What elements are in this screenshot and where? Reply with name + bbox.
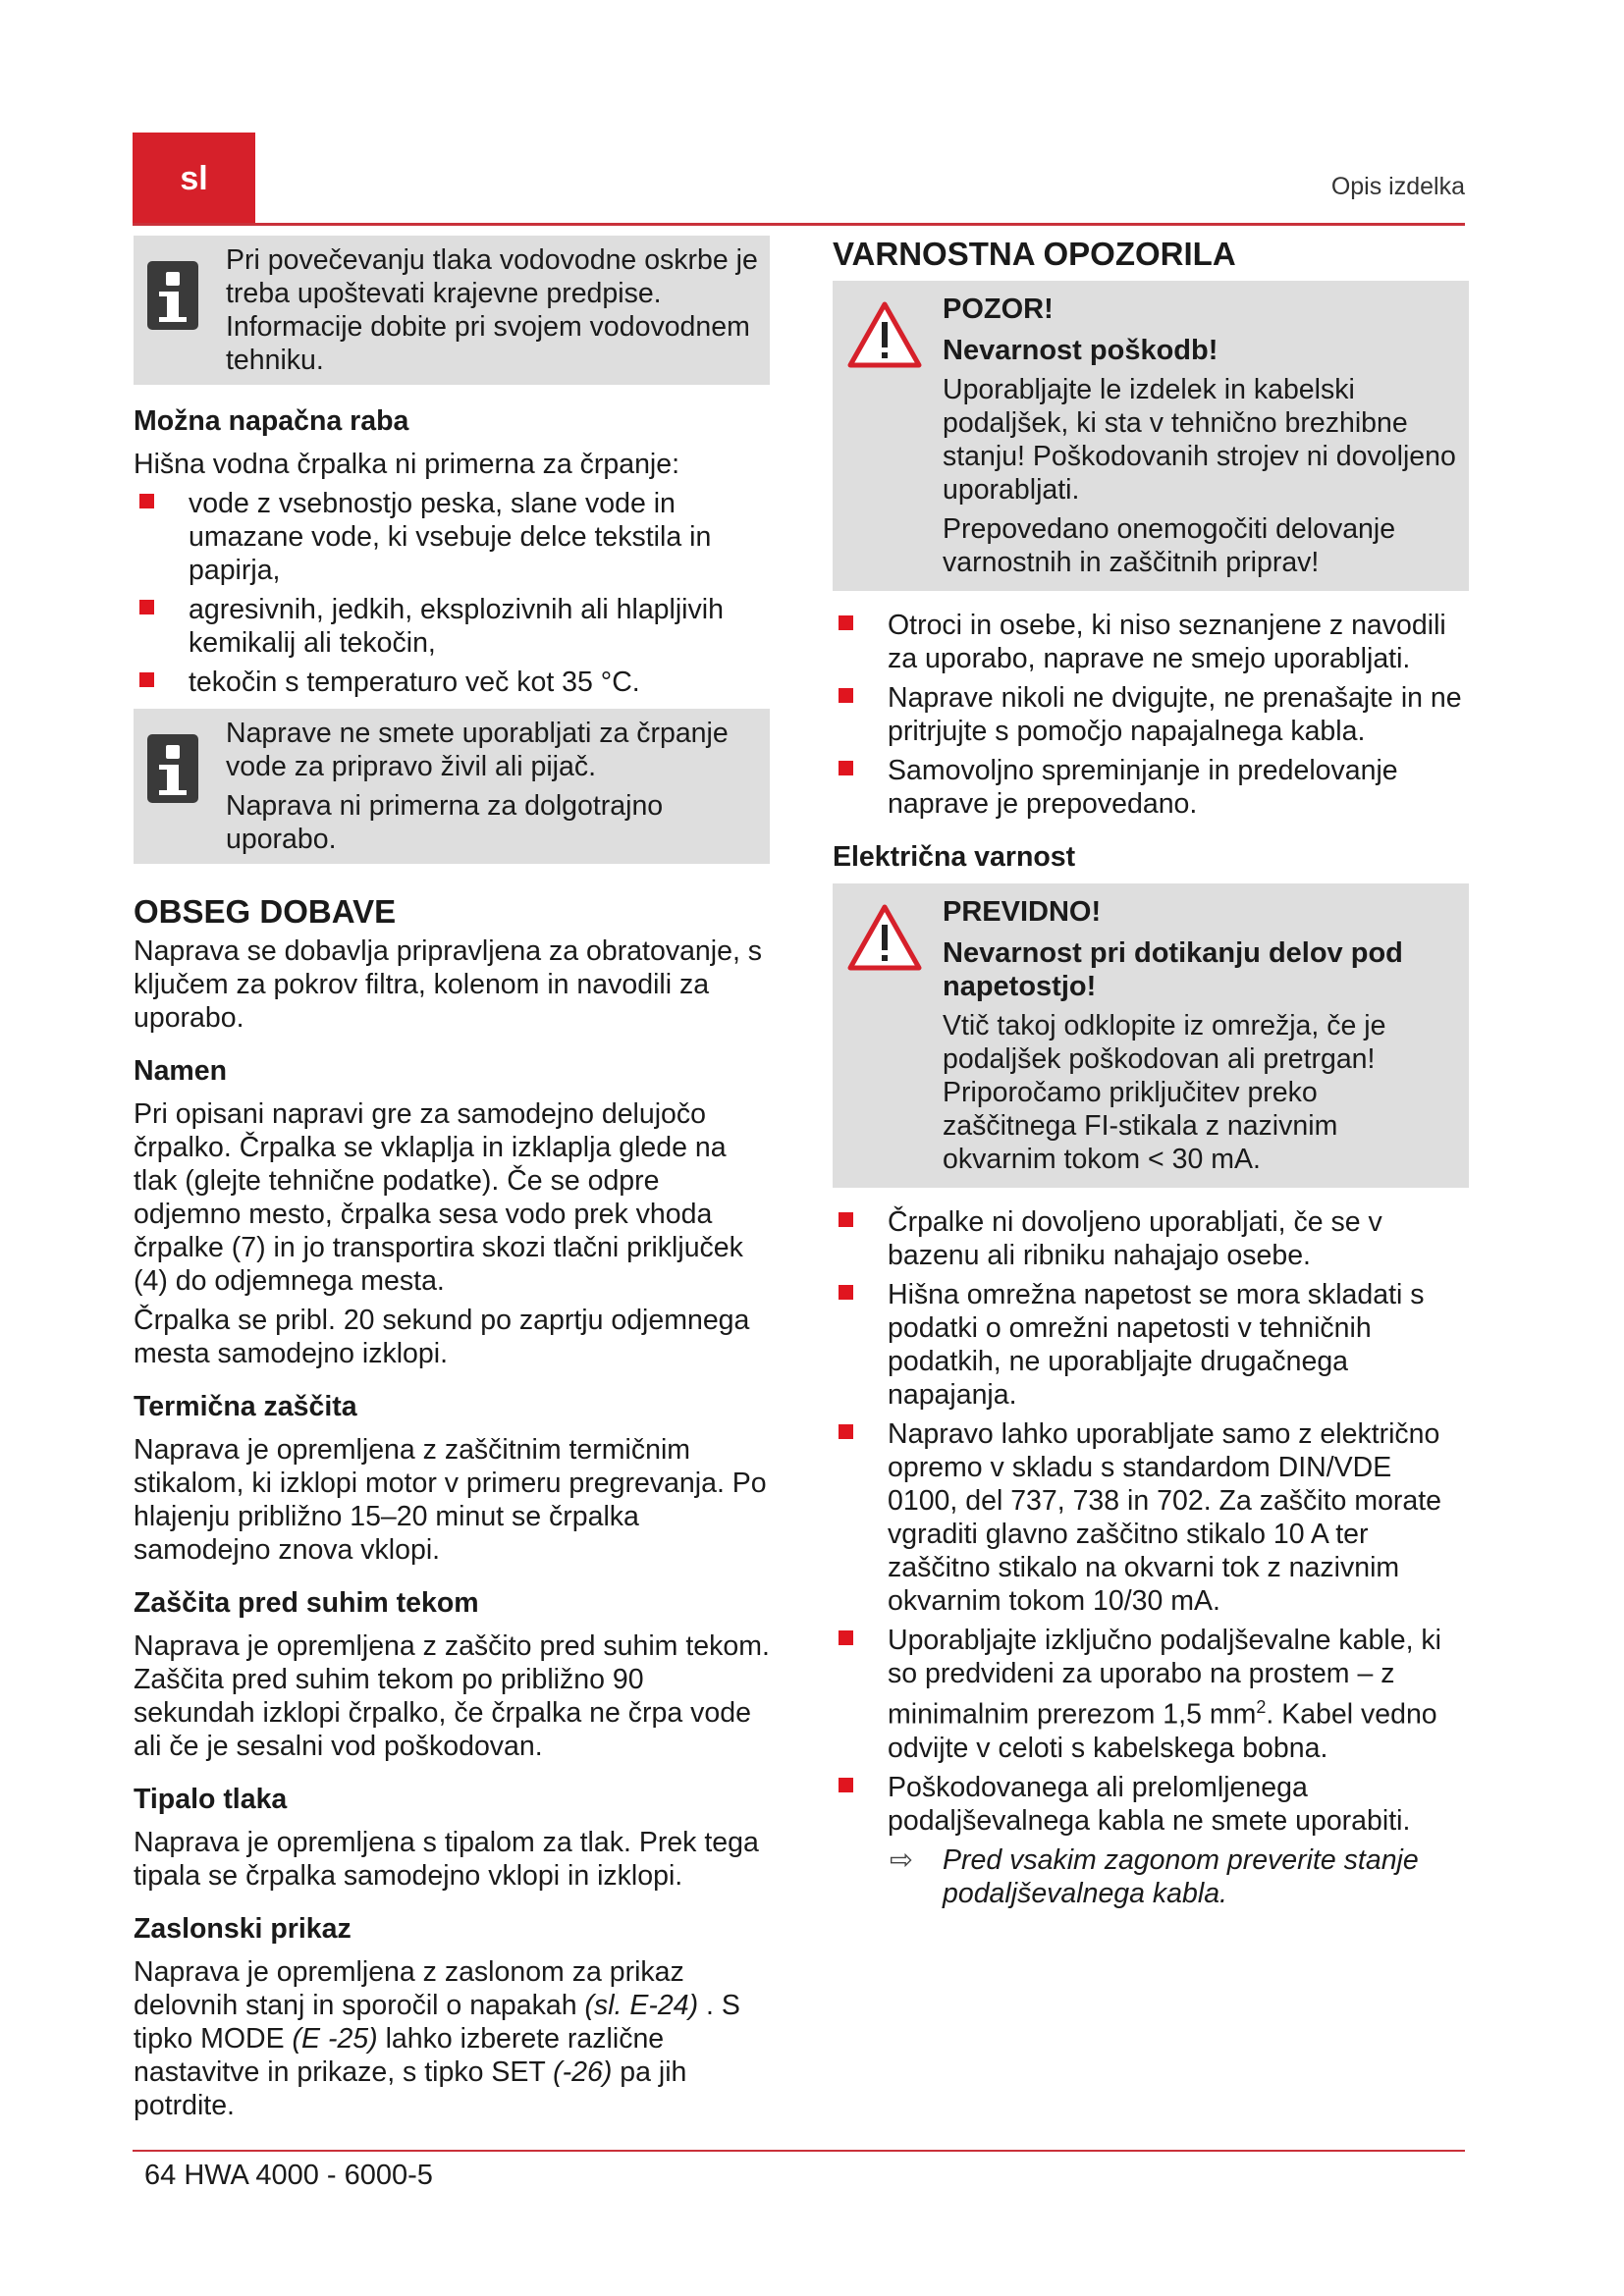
scope-text: Naprava se dobavlja pripravljena za obratovanje, s ključem za pokrov filtra, kolenom in navodili za uporabo. (134, 935, 763, 1034)
square-bullet-icon (139, 600, 154, 614)
arrow-right-icon: ⇨ (890, 1843, 913, 1876)
misuse-intro: Hišna vodna črpalka ni primerna za črpanje: (134, 449, 680, 480)
square-bullet-icon (839, 615, 853, 630)
info-box-pressure (134, 236, 770, 385)
instruction-step: ⇨ Pred vsakim zagonom preverite stanje podaljševalnega kabla. (890, 1843, 1419, 1909)
left-column (134, 236, 770, 2128)
list-item: Naprave nikoli ne dvigujte, ne prenašajte in ne pritrjujte s pomočjo napajalnega kabla. (833, 681, 1469, 748)
square-bullet-icon (839, 1778, 853, 1792)
info-text: Naprava ni primerna za dolgotrajno uporabo. (226, 790, 664, 855)
signal-word: POZOR! (943, 294, 1054, 325)
thermal-heading: Termična zaščita (134, 1391, 357, 1422)
warning-text: Vtič takoj odklopite iz omrežja, če je podaljšek poškodovan ali pretrgan! Priporočamo priključitev preko zaščitnega FI-stikala z nazivnim okvarnim tokom < 30 mA. (943, 1010, 1386, 1175)
elec-heading: Električna varnost (833, 841, 1076, 873)
list-item: Napravo lahko uporabljate samo z električno opremo v skladu s standardom DIN/VDE 0100, del 737, 738 in 702. Za zaščito morate vgraditi glavno zaščitno stikalo 10 A ter zaščitno stikalo na okvarni tok z nazivnim okvarnim tokom 10/30 mA. (833, 1417, 1469, 1618)
display-text: Naprava je opremljena z zaslonom za prikaz delovnih stanj in sporočil o napakah (sl. E-24) . S tipko MODE (E -25) lahko izberete različne nastavitve in prikaze, s tipko SET (-26) pa jih potrdite. (134, 1956, 740, 2121)
warning-text: Prepovedano onemogočiti delovanje varnostnih in zaščitnih priprav! (943, 513, 1396, 578)
list-item: vode z vsebnostjo peska, slane vode in umazane vode, ki vsebuje delce tekstila in papirja, (134, 487, 770, 587)
square-bullet-icon (839, 1424, 853, 1439)
safety-heading: VARNOSTNA OPOZORILA (833, 236, 1236, 272)
purpose-text: Pri opisani napravi gre za samodejno delujočo črpalko. Črpalka se vklaplja in izklaplja glede na tlak (glejte tehnične podatke). Če se odpre odjemno mesto, črpalka sesa vodo prek vhoda črpalke (7) in jo transportira skozi tlačni priključek (4) do odjemnega mesta. (134, 1098, 743, 1297)
header-rule (133, 223, 1465, 226)
square-bullet-icon (839, 1212, 853, 1227)
list-item: Samovoljno spreminjanje in predelovanje naprave je prepovedano. (833, 754, 1469, 821)
warning-box-voltage (833, 883, 1469, 1188)
list-item: Hišna omrežna napetost se mora skladati s podatki o omrežni napetosti v tehničnih podatkih, ne uporabljajte drugačnega napajanja. (833, 1278, 1469, 1412)
warning-box-injury (833, 281, 1469, 591)
square-bullet-icon (839, 1285, 853, 1300)
sensor-heading: Tipalo tlaka (134, 1784, 288, 1815)
square-bullet-icon (139, 494, 154, 508)
misuse-list (134, 487, 770, 699)
elec-list (833, 1205, 1469, 1838)
info-text: Pri povečevanju tlaka vodovodne oskrbe je treba upoštevati krajevne predpise. Informacije dobite pri svojem vodovodnem tehniku. (226, 244, 758, 376)
footer-rule (133, 2150, 1465, 2152)
square-bullet-icon (139, 672, 154, 687)
warning-triangle-icon (846, 903, 923, 972)
right-column (833, 236, 1469, 1910)
dryrun-text: Naprava je opremljena z zaščito pred suhim tekom. Zaščita pred suhim tekom po približno 90 sekundah izklopi črpalko, če črpalka ne črpa vode ali če je sesalni vod poškodovan. (134, 1630, 770, 1762)
purpose-text: Črpalka se pribl. 20 sekund po zaprtju odjemnega mesta samodejno izklopi. (134, 1305, 750, 1369)
page-footer: 64 HWA 4000 - 6000-5 (144, 2160, 433, 2191)
warning-text: Uporabljajte le izdelek in kabelski podaljšek, ki sta v tehnično brezhibne stanju! Poškodovanih strojev ni dovoljeno uporabljati. (943, 374, 1456, 506)
square-bullet-icon (839, 761, 853, 775)
list-item: Otroci in osebe, ki niso seznanjene z navodili za uporabo, naprave ne smejo uporabljati. (833, 609, 1469, 675)
square-bullet-icon (839, 1630, 853, 1645)
display-heading: Zaslonski prikaz (134, 1913, 352, 1945)
hazard-title: Nevarnost poškodb! (943, 335, 1218, 366)
info-text: Naprave ne smete uporabljati za črpanje vode za pripravo živil ali pijač. (226, 718, 729, 782)
list-item: Poškodovanega ali prelomljenega podaljševalnega kabla ne smete uporabiti. (833, 1771, 1469, 1838)
list-item: Črpalke ni dovoljeno uporabljati, če se v bazenu ali ribniku nahajajo osebe. (833, 1205, 1469, 1272)
thermal-text: Naprava je opremljena z zaščitnim termičnim stikalom, ki izklopi motor v primeru pregrevanja. Po hlajenju približno 15–20 minut se črpalka samodejno znova vklopi. (134, 1434, 767, 1566)
safety-list (833, 609, 1469, 821)
purpose-heading: Namen (134, 1055, 228, 1087)
info-box-food (134, 709, 770, 864)
sensor-text: Naprava je opremljena s tipalom za tlak. Prek tega tipala se črpalka samodejno vklopi in izklopi. (134, 1827, 759, 1892)
scope-heading: OBSEG DOBAVE (134, 893, 397, 930)
square-bullet-icon (839, 688, 853, 703)
signal-word: PREVIDNO! (943, 896, 1102, 928)
info-icon (147, 734, 198, 803)
section-title: Opis izdelka (1330, 173, 1465, 200)
list-item: tekočin s temperaturo več kot 35 °C. (134, 666, 770, 699)
list-item: Uporabljajte izključno podaljševalne kable, ki so predvideni za uporabo na prostem – z minimalnim prerezom 1,5 $mm^2$. Kabel vedno odvijte v celoti s kabelskega bobna. (833, 1624, 1469, 1765)
hazard-title: Nevarnost pri dotikanju delov pod napetostjo! (943, 937, 1403, 1002)
warning-triangle-icon (846, 300, 923, 369)
dryrun-heading: Zaščita pred suhim tekom (134, 1587, 479, 1619)
language-tab: sl (133, 133, 255, 225)
info-icon (147, 261, 198, 330)
list-item: agresivnih, jedkih, eksplozivnih ali hlapljivih kemikalij ali tekočin, (134, 593, 770, 660)
misuse-heading: Možna napačna raba (134, 405, 409, 437)
